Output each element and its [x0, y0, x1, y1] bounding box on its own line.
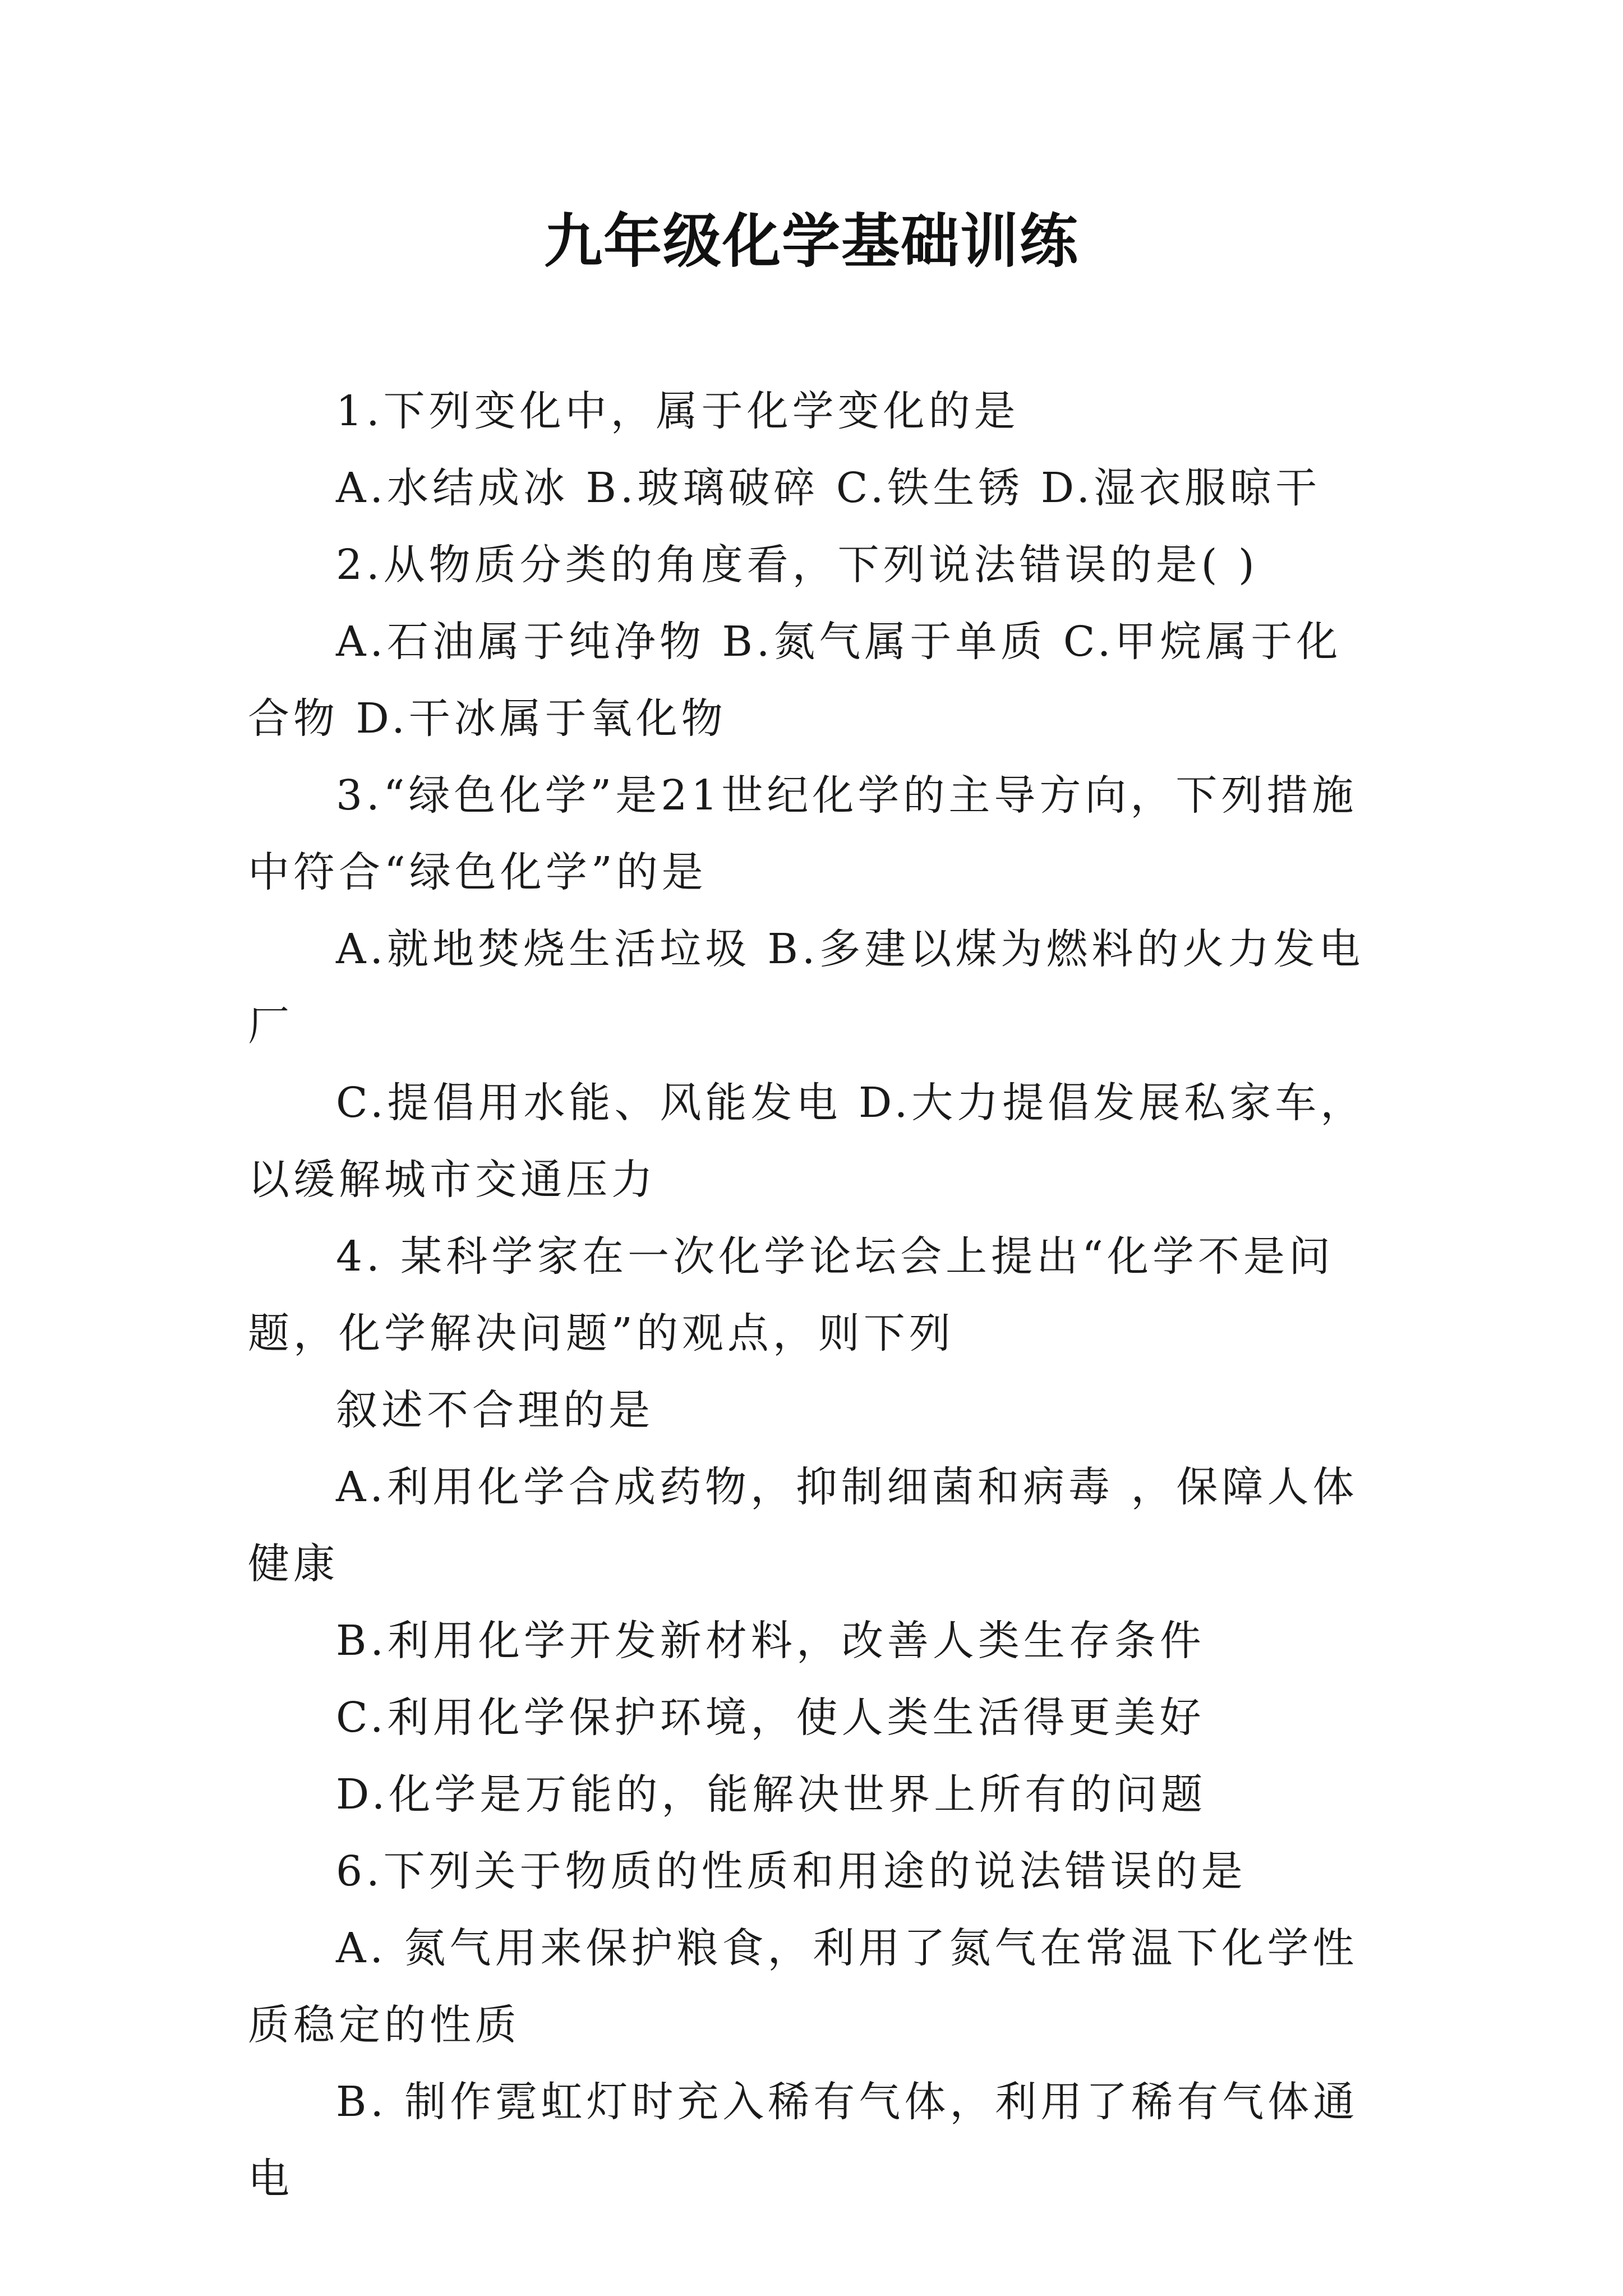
question-6-option-b: B. 制作霓虹灯时充入稀有气体，利用了稀有气体通电 [248, 2078, 1359, 2203]
question-4-option-a: A.利用化学合成药物，抑制细菌和病毒 ，保障人体健康 [248, 1463, 1358, 1588]
question-4-option-d: D.化学是万能的，能解决世界上所有的问题 [336, 1770, 1207, 1819]
question-1-stem: 1.下列变化中，属于化学变化的是 [336, 387, 1020, 435]
question-4-stem-continued: 叙述不合理的是 [336, 1386, 654, 1434]
question-2-stem: 2.从物质分类的角度看，下列说法错误的是( ) [336, 541, 1258, 589]
document-body [248, 373, 1386, 2217]
question-4-option-b: B.利用化学开发新材料，改善人类生存条件 [336, 1617, 1205, 1665]
question-3-options-ab: A.就地焚烧生活垃圾 B.多建以煤为燃料的火力发电厂 [248, 925, 1364, 1050]
question-2-options: A.石油属于纯净物 B.氮气属于单质 C.甲烷属于化合物 D.干冰属于氧化物 [248, 618, 1342, 743]
question-4-stem: 4. 某科学家在一次化学论坛会上提出“化学不是问题，化学解决问题”的观点，则下列 [248, 1232, 1334, 1358]
question-6-stem: 6.下列关于物质的性质和用途的说法错误的是 [336, 1847, 1247, 1895]
question-6-option-a: A. 氮气用来保护粮食，利用了氮气在常温下化学性质稳定的性质 [248, 1924, 1358, 2049]
question-3-stem: 3.“绿色化学”是21世纪化学的主导方向，下列措施中符合“绿色化学”的是 [248, 771, 1358, 896]
document-title: 九年级化学基础训练 [543, 206, 1079, 275]
question-1-options: A.水结成冰 B.玻璃破碎 C.铁生锈 D.湿衣服晾干 [336, 464, 1321, 512]
question-4-option-c: C.利用化学保护环境，使人类生活得更美好 [336, 1694, 1205, 1742]
question-3-options-cd: C.提倡用水能、风能发电 D.大力提倡发展私家车，以缓解城市交通压力 [248, 1079, 1366, 1204]
